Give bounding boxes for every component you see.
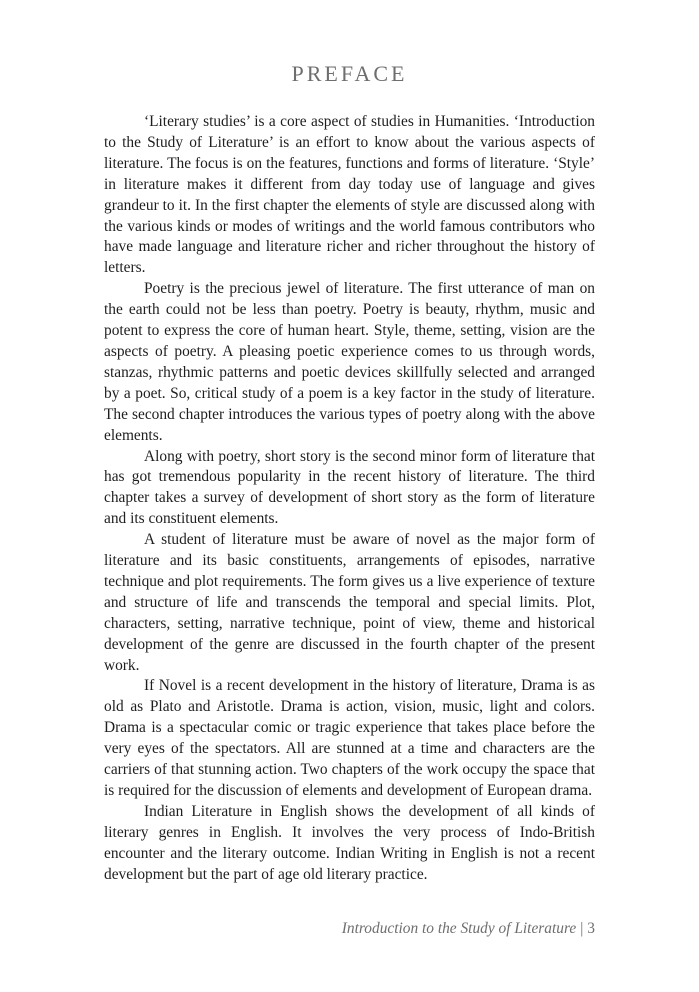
page-title: PREFACE — [291, 61, 408, 86]
paragraph: Indian Literature in English shows the development of all kinds of literary genres in English. It involves the very process of Indo-British encounter and the literary outcome. Indian Writing in English is not a recent development but the part of age old literary practice. — [104, 802, 595, 883]
paragraph: Along with poetry, short story is the second minor form of literature that has got tremendous popularity in the recent history of literature. The third chapter takes a survey of development of short story as the form of literature and its constituent elements. — [104, 447, 595, 528]
page-number: 3 — [587, 920, 595, 937]
footer-separator: | — [580, 920, 584, 937]
paragraph: Poetry is the precious jewel of literature. The first utterance of man on the earth could not be less than poetry. Poetry is beauty, rhythm, music and potent to express the core of human heart. Style, theme, setting, vision are the aspects of poetry. A pleasing poetic experience comes to us through words, stanzas, rhythmic patterns and poetic devices skillfully selected and arranged by a poet. So, critical study of a poem is a key factor in the study of literature. The second chapter introduces the various types of poetry along with the above elements. — [104, 280, 595, 444]
paragraph: If Novel is a recent development in the history of literature, Drama is as old as Plato and Aristotle. Drama is action, vision, music, light and colors. Drama is a spectacular comic or tragic experience that takes place before the very eyes of the spectators. All are stunned at a time and characters are the carriers of that stunning action. Two chapters of the work occupy the space that is required for the discussion of elements and development of European drama. — [104, 677, 595, 799]
running-footer — [342, 920, 595, 938]
footer-book-title: Introduction to the Study of Literature — [341, 920, 577, 937]
preface-body — [104, 112, 595, 886]
paragraph: A student of literature must be aware of novel as the major form of literature and its basic constituents, arrangements of episodes, narrative technique and plot requirements. The form gives us a live experience of texture and structure of life and transcends the temporal and special limits. Plot, characters, setting, narrative technique, point of view, theme and historical development of the genre are discussed in the fourth chapter of the present work. — [104, 531, 595, 674]
paragraph: ‘Literary studies’ is a core aspect of studies in Humanities. ‘Introduction to the Study of Literature’ is an effort to know about the various aspects of literature. The focus is on the features, functions and forms of literature. ‘Style’ in literature makes it different from day today use of language and gives grandeur to it. In the first chapter the elements of style are discussed along with the various kinds or modes of writings and the world famous contributors who have made language and literature richer and richer throughout the history of letters. — [104, 113, 595, 277]
